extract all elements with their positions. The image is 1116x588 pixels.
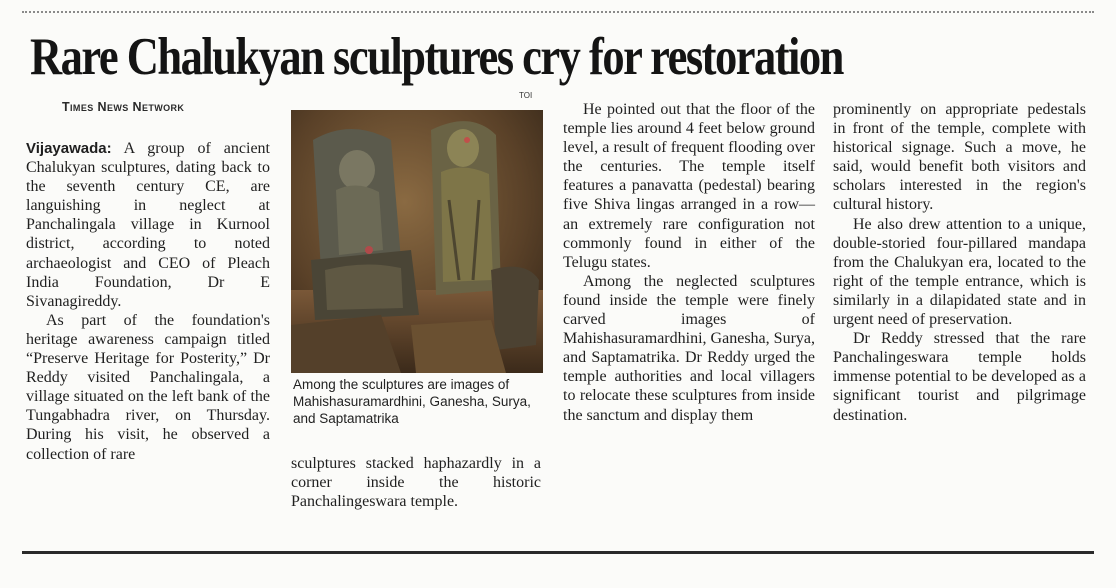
paragraph: He also drew attention to a unique, double-storied four-pillared mandapa from the Chalukyan era, located to the right of the temple entrance, which is similarly in a dilapidated state and in urgent need of preservation. — [833, 215, 1086, 329]
photo-credit: TOI — [519, 91, 533, 100]
paragraph: prominently on appropriate pedestals in front of the temple, complete with historical signage. Such a move, he said, would benefit both visitors and scholars interested in the region's cultural history. — [833, 101, 1086, 214]
lead-paragraph — [26, 139, 270, 311]
lead-text: A group of ancient Chalukyan sculptures, dating back to the seventh century CE, are languishing in neglect at Panchalingala village in Kurnool district, according to noted archaeologist and CEO of Pleach India Foundation, Dr E Sivanagireddy. — [26, 140, 270, 310]
article-column-2 — [291, 454, 541, 511]
article-headline: Rare Chalukyan sculptures cry for restoration — [30, 28, 843, 86]
paragraph: He pointed out that the floor of the temple lies around 4 feet below ground level, a result of frequent flooding over the centuries. The temple itself features a panavatta (pedestal) bearing five Shiva lingas arranged in a row—an extremely rare configuration not commonly found in either of the Telugu states. — [563, 101, 815, 271]
article-column-4 — [833, 100, 1086, 425]
article-column-3 — [563, 100, 815, 425]
sculptures-photo — [291, 110, 543, 373]
paragraph: Dr Reddy stressed that the rare Panchalingeswara temple holds immense potential to be developed as a significant tourist and pilgrimage destination. — [833, 330, 1086, 424]
paragraph: sculptures stacked haphazardly in a corner inside the historic Panchalingeswara temple. — [291, 455, 541, 511]
paragraph: Among the neglected sculptures found inside the temple were finely carved images of Mahishasuramardhini, Ganesha, Surya, and Saptamatrika. Dr Reddy urged the temple authorities and local villagers to relocate these sculptures from inside the sanctum and display them — [563, 272, 815, 424]
top-dotted-rule — [22, 11, 1094, 13]
article-column-1 — [26, 139, 270, 464]
bottom-rule — [22, 551, 1094, 554]
dateline: Vijayawada: — [26, 140, 112, 157]
photo-caption: Among the sculptures are images of Mahishasuramardhini, Ganesha, Surya, and Saptamatrika — [293, 377, 531, 426]
paragraph: As part of the foundation's heritage awareness campaign titled “Preserve Heritage for Posterity,” Dr Reddy visited Panchalingala, a village situated on the left bank of the Tungabhadra river, on Thursday. During his visit, he observed a collection of rare — [26, 311, 270, 463]
byline: Times News Network — [62, 100, 185, 114]
